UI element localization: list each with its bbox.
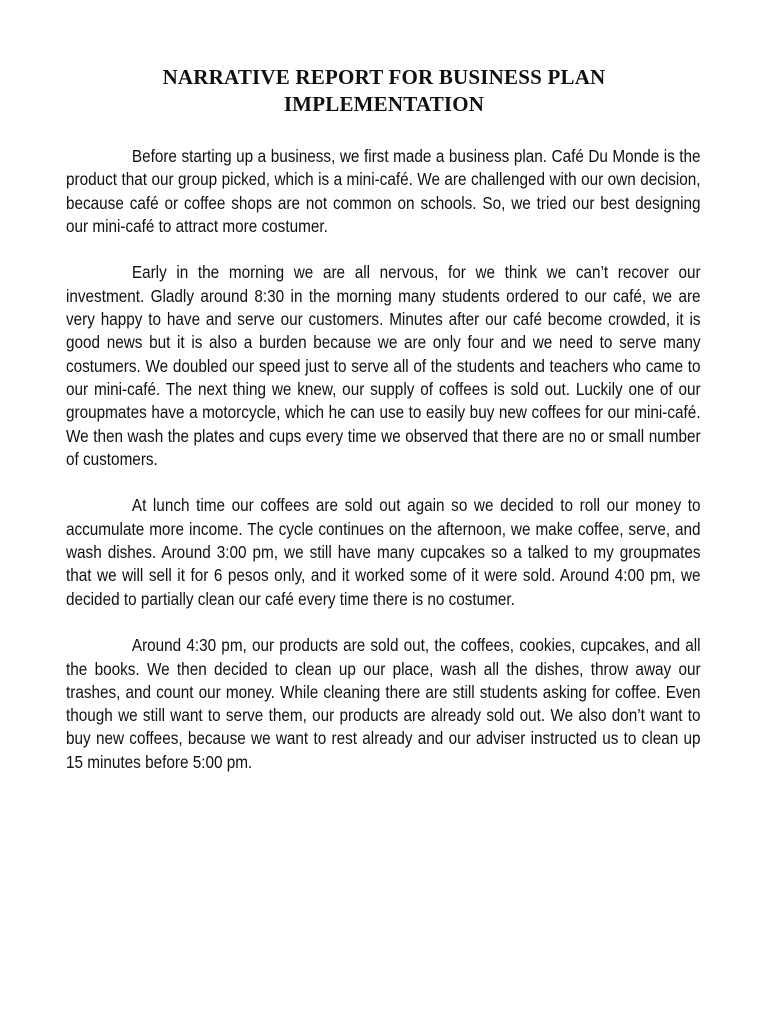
paragraph-4: Around 4:30 pm, our products are sold out, the coffees, cookies, cupcakes, and all the books. We then decided to clean up our place, wash all the dishes, throw away our trashes, and count our money. While cleaning there are still students asking for coffee. Even though we still want to serve them, our products are already sold out. We also don’t want to buy new coffees, because we want to rest already and our adviser instructed us to clean up 15 minutes before 5:00 pm. bbox=[66, 635, 701, 772]
paragraph-3: At lunch time our coffees are sold out again so we decided to roll our money to accumulate more income. The cycle continues on the afternoon, we make coffee, serve, and wash dishes. Around 3:00 pm, we still have many cupcakes so a talked to my groupmates that we will sell it for 6 pesos only, and it worked some of it were sold. Around 4:00 pm, we decided to partially clean our café every time there is no costumer. bbox=[66, 495, 701, 609]
document-body bbox=[66, 145, 701, 797]
paragraph-2: Early in the morning we are all nervous, for we think we can’t recover our investment. Gladly around 8:30 in the morning many students ordered to our café, we are very happy to have and serve our customers. Minutes after our café become crowded, it is good news but it is also a burden because we are only four and we need to serve many costumers. We doubled our speed just to serve all of the students and teachers who came to our mini-café. The next thing we knew, our supply of coffees is sold out. Luckily one of our groupmates have a motorcycle, which he can use to easily buy new coffees for our mini-café. We then wash the plates and cups every time we observed that there are no or small number of customers. bbox=[66, 262, 701, 469]
paragraph-1: Before starting up a business, we first made a business plan. Café Du Monde is the product that our group picked, which is a mini-café. We are challenged with our own decision, because café or coffee shops are not common on schools. So, we tried our best designing our mini-café to attract more costumer. bbox=[66, 146, 701, 236]
title-line-2: IMPLEMENTATION bbox=[283, 92, 485, 116]
title-line-1: NARRATIVE REPORT FOR BUSINESS PLAN bbox=[162, 65, 606, 89]
document-title bbox=[40, 64, 728, 118]
